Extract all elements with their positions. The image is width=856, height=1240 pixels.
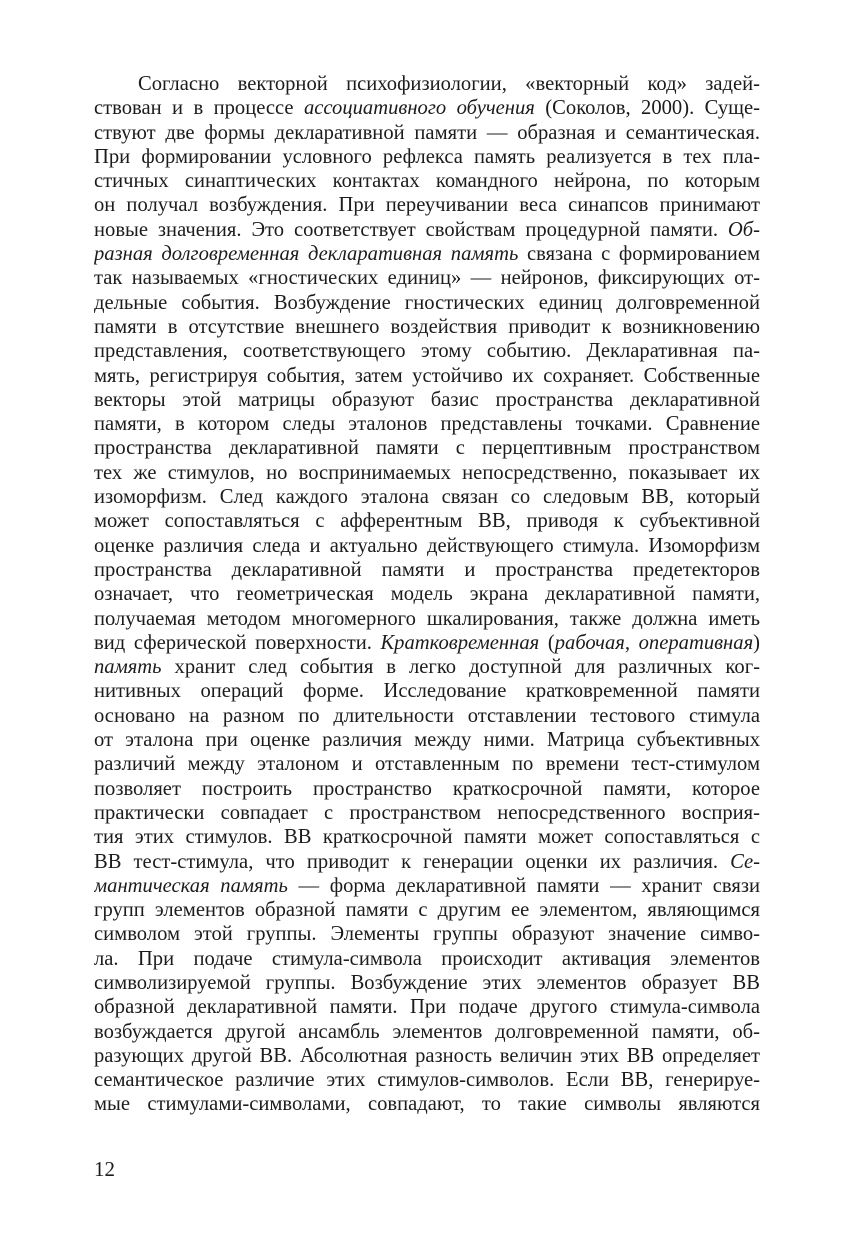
text-line bbox=[94, 825, 760, 849]
text-line bbox=[94, 509, 760, 533]
text-run: символизируемой группы. Возбуждение этих элементов образует ВВ bbox=[94, 971, 760, 994]
text-run: представления, соответствующего этому событию. Декларативная па- bbox=[94, 340, 760, 363]
text-run: вид сферической поверхности. bbox=[94, 631, 381, 654]
text-line bbox=[94, 874, 760, 898]
italic-term: Кратковременная bbox=[380, 631, 540, 654]
text-line bbox=[94, 582, 760, 606]
text-line bbox=[94, 922, 760, 946]
text-line bbox=[94, 121, 760, 145]
text-line bbox=[94, 631, 760, 655]
text-run: ла. При подаче стимула-символа происходит активация элементов bbox=[94, 947, 760, 970]
text-line bbox=[94, 1092, 760, 1116]
text-run: семантическое различие этих стимулов-символов. Если ВВ, генерируе- bbox=[94, 1069, 760, 1092]
text-run: дельные события. Возбуждение гностических единиц долговременной bbox=[94, 291, 760, 314]
italic-term: Се- bbox=[730, 850, 760, 873]
text-run: ) bbox=[753, 631, 760, 654]
text-line bbox=[94, 218, 760, 242]
text-line bbox=[94, 339, 760, 363]
text-line bbox=[94, 485, 760, 509]
text-run: возбуждается другой ансамбль элементов долговременной памяти, об- bbox=[94, 1020, 760, 1043]
text-run: групп элементов образной памяти с другим ее элементом, являющимся bbox=[94, 899, 760, 922]
text-line bbox=[94, 801, 760, 825]
text-line bbox=[94, 169, 760, 193]
text-run: изоморфизм. След каждого эталона связан со следовым ВВ, который bbox=[94, 486, 760, 509]
text-run: он получал возбуждения. При переучивании веса синапсов принимают bbox=[94, 194, 760, 217]
text-run: оценке различия следа и актуально действующего стимула. Изоморфизм bbox=[94, 534, 760, 557]
text-run: ствован и в процессе bbox=[94, 97, 304, 120]
text-run: памяти, в котором следы эталонов представлены точками. Сравнение bbox=[94, 413, 760, 436]
text-line bbox=[94, 461, 760, 485]
text-run: При формировании условного рефлекса память реализуется в тех пла- bbox=[94, 145, 760, 168]
text-line bbox=[94, 242, 760, 266]
text-run: новые значения. Это соответствует свойствам процедурной памяти. bbox=[94, 218, 728, 241]
text-run: от эталона при оценке различия между ними. Матрица субъективных bbox=[94, 729, 760, 752]
text-line bbox=[94, 777, 760, 801]
text-line bbox=[94, 412, 760, 436]
text-line bbox=[94, 96, 760, 120]
italic-term: Об- bbox=[727, 218, 760, 241]
text-run: может сопоставляться с афферентным ВВ, приводя к субъективной bbox=[94, 510, 760, 533]
body-text bbox=[94, 72, 760, 1117]
text-line bbox=[94, 145, 760, 169]
text-run: пространства декларативной памяти и пространства предетекторов bbox=[94, 558, 760, 581]
text-run: памяти в отсутствие внешнего воздействия приводит к возникновению bbox=[94, 315, 760, 338]
text-run: практически совпадает с пространством непосредственного восприя- bbox=[94, 801, 760, 824]
text-run: пространства декларативной памяти с перцептивным пространством bbox=[94, 437, 760, 460]
text-run: связана с формированием bbox=[518, 243, 760, 266]
italic-term: рабочая, оперативная bbox=[554, 631, 754, 654]
text-run: стичных синаптических контактах командного нейрона, по которым bbox=[94, 170, 760, 193]
text-line bbox=[94, 558, 760, 582]
text-run: мые стимулами-символами, совпадают, то такие символы являются bbox=[94, 1093, 760, 1116]
text-line bbox=[94, 679, 760, 703]
text-line bbox=[94, 266, 760, 290]
text-line bbox=[94, 1068, 760, 1092]
text-line bbox=[94, 728, 760, 752]
text-line bbox=[94, 704, 760, 728]
text-run: позволяет построить пространство краткосрочной памяти, которое bbox=[94, 777, 760, 800]
text-run: нитивных операций форме. Исследование кратковременной памяти bbox=[94, 680, 760, 703]
text-run: Согласно векторной психофизиологии, «векторный код» задей- bbox=[138, 73, 760, 95]
text-line bbox=[94, 1020, 760, 1044]
text-run: символом этой группы. Элементы группы образуют значение симво- bbox=[94, 923, 760, 946]
text-line bbox=[94, 388, 760, 412]
text-line bbox=[94, 364, 760, 388]
text-run: (Соколов, 2000). Суще- bbox=[534, 97, 760, 120]
text-line bbox=[94, 1044, 760, 1068]
text-line bbox=[94, 898, 760, 922]
text-line bbox=[94, 193, 760, 217]
text-run: тия этих стимулов. ВВ краткосрочной памяти может сопоставляться с bbox=[94, 826, 760, 849]
text-line bbox=[94, 971, 760, 995]
text-run: тех же стимулов, но воспринимаемых непосредственно, показывает их bbox=[94, 461, 760, 484]
text-line bbox=[94, 72, 760, 96]
text-run: так называемых «гностических единиц» — нейронов, фиксирующих от- bbox=[94, 267, 760, 290]
italic-term: память bbox=[94, 656, 162, 679]
page-number: 12 bbox=[94, 1157, 115, 1181]
text-run: разующих другой ВВ. Абсолютная разность величин этих ВВ определяет bbox=[94, 1044, 760, 1067]
text-run: основано на разном по длительности отставлении тестового стимула bbox=[94, 704, 760, 727]
italic-term: разная долговременная декларативная память bbox=[94, 243, 519, 266]
text-line bbox=[94, 947, 760, 971]
text-run: образной декларативной памяти. При подаче другого стимула-символа bbox=[94, 996, 760, 1019]
text-line bbox=[94, 850, 760, 874]
text-line bbox=[94, 315, 760, 339]
text-run: ствуют две формы декларативной памяти — образная и семантическая. bbox=[94, 121, 760, 144]
text-line bbox=[94, 995, 760, 1019]
text-run: ( bbox=[539, 631, 555, 654]
text-run: ВВ тест-стимула, что приводит к генерации оценки их различия. bbox=[94, 850, 731, 873]
text-line bbox=[94, 752, 760, 776]
text-line bbox=[94, 607, 760, 631]
text-line bbox=[94, 436, 760, 460]
italic-term: мантическая память bbox=[94, 874, 288, 897]
text-line bbox=[94, 655, 760, 679]
text-run: различий между эталоном и отставленным по времени тест-стимулом bbox=[94, 753, 760, 776]
text-run: означает, что геометрическая модель экрана декларативной памяти, bbox=[94, 583, 760, 606]
text-line bbox=[94, 291, 760, 315]
text-run: векторы этой матрицы образуют базис пространства декларативной bbox=[94, 388, 760, 411]
italic-term: ассоциативного обучения bbox=[303, 97, 535, 120]
text-line bbox=[94, 534, 760, 558]
text-run: получаемая методом многомерного шкалирования, также должна иметь bbox=[94, 607, 760, 630]
text-run: — форма декларативной памяти — хранит связи bbox=[287, 874, 760, 897]
text-run: хранит след события в легко доступной для различных ког- bbox=[161, 656, 760, 679]
text-run: мять, регистрируя события, затем устойчиво их сохраняет. Собственные bbox=[94, 364, 760, 387]
